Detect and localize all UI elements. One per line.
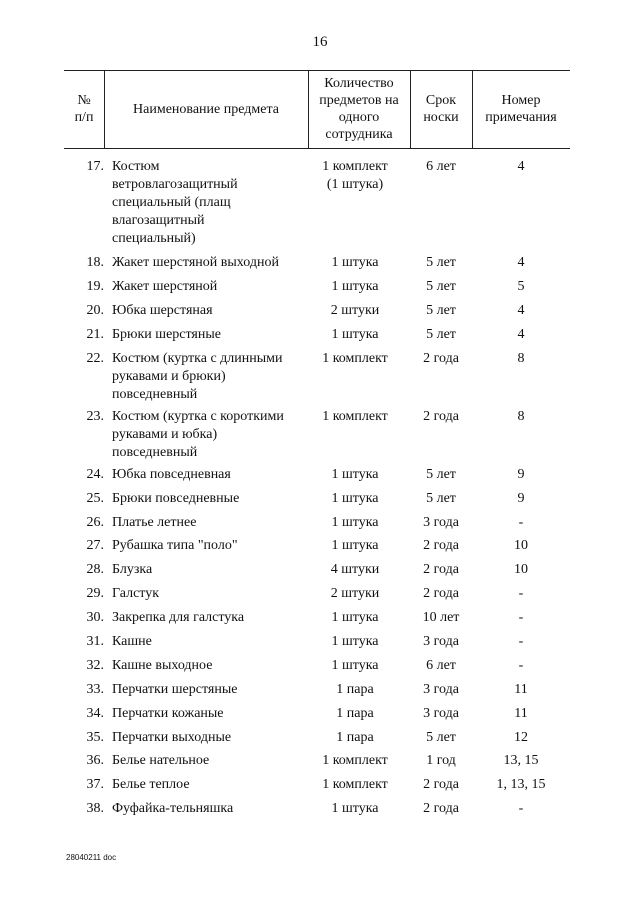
row-qty: 4 штуки bbox=[330, 562, 380, 577]
row-term: 5 лет bbox=[426, 491, 456, 506]
row-term: 2 года bbox=[423, 777, 459, 792]
header-qty: Количество предметов на одного сотрудника bbox=[319, 76, 399, 142]
row-name: Костюм (куртка с длинными рукавами и брюки) повседневный bbox=[112, 351, 283, 402]
row-note: 9 bbox=[517, 467, 525, 482]
row-num: 21. bbox=[86, 327, 104, 342]
row-qty: 1 штука bbox=[331, 515, 379, 530]
row-qty: 1 штука bbox=[331, 467, 379, 482]
row-num: 29. bbox=[86, 586, 104, 601]
row-num: 37. bbox=[86, 777, 104, 792]
row-note: - bbox=[518, 658, 524, 673]
row-qty: 1 штука bbox=[331, 801, 379, 816]
row-note: 11 bbox=[514, 706, 528, 721]
footer-filename: 28040211 doc bbox=[66, 853, 117, 862]
row-note: - bbox=[518, 801, 524, 816]
row-num: 20. bbox=[86, 303, 104, 318]
row-name: Блузка bbox=[112, 562, 153, 577]
row-note: 9 bbox=[517, 491, 525, 506]
row-note: 12 bbox=[514, 730, 528, 745]
row-qty: 1 комплект bbox=[322, 351, 388, 366]
header-name: Наименование предмета bbox=[133, 101, 279, 117]
row-qty: 1 штука bbox=[331, 634, 379, 649]
row-name: Жакет шерстяной bbox=[112, 279, 218, 294]
row-name: Белье теплое bbox=[112, 777, 190, 792]
row-qty: 1 штука bbox=[331, 491, 379, 506]
row-qty: 2 штуки bbox=[330, 586, 380, 601]
row-name: Закрепка для галстука bbox=[112, 610, 245, 625]
row-qty: 1 пара bbox=[336, 730, 374, 745]
row-note: 4 bbox=[517, 327, 525, 342]
row-term: 5 лет bbox=[426, 279, 456, 294]
row-term: 6 лет bbox=[426, 658, 456, 673]
row-note: 13, 15 bbox=[503, 753, 539, 768]
row-num: 30. bbox=[86, 610, 104, 625]
row-note: - bbox=[518, 634, 524, 649]
row-term: 5 лет bbox=[426, 467, 456, 482]
row-num: 33. bbox=[86, 682, 104, 697]
row-note: 4 bbox=[517, 255, 525, 270]
row-note: 4 bbox=[517, 303, 525, 318]
row-term: 2 года bbox=[423, 409, 459, 424]
row-term: 5 лет bbox=[426, 303, 456, 318]
row-num: 23. bbox=[86, 409, 104, 424]
row-name: Кашне выходное bbox=[112, 658, 213, 673]
row-qty: 1 пара bbox=[336, 706, 374, 721]
row-term: 2 года bbox=[423, 586, 459, 601]
page-number: 16 bbox=[312, 34, 328, 50]
row-num: 36. bbox=[86, 753, 104, 768]
row-num: 27. bbox=[86, 538, 104, 553]
row-name: Юбка повседневная bbox=[112, 467, 231, 482]
row-qty: 1 штука bbox=[331, 255, 379, 270]
row-name: Рубашка типа "поло" bbox=[112, 538, 238, 553]
row-name: Брюки повседневные bbox=[112, 491, 240, 506]
row-term: 3 года bbox=[423, 706, 459, 721]
row-term: 5 лет bbox=[426, 327, 456, 342]
row-num: 17. bbox=[86, 159, 104, 174]
row-term: 1 год bbox=[426, 753, 456, 768]
row-num: 22. bbox=[86, 351, 104, 366]
row-name: Перчатки выходные bbox=[112, 730, 232, 745]
row-qty: 1 комплект (1 штука) bbox=[322, 159, 388, 192]
row-name: Платье летнее bbox=[112, 515, 197, 530]
row-num: 25. bbox=[86, 491, 104, 506]
row-note: 10 bbox=[514, 562, 528, 577]
row-note: 1, 13, 15 bbox=[496, 777, 546, 792]
row-qty: 1 штука bbox=[331, 327, 379, 342]
row-name: Перчатки кожаные bbox=[112, 706, 224, 721]
row-note: 5 bbox=[517, 279, 525, 294]
row-num: 34. bbox=[86, 706, 104, 721]
header-num: № п/п bbox=[74, 93, 94, 125]
row-num: 35. bbox=[86, 730, 104, 745]
header-note: Номер примечания bbox=[485, 93, 557, 125]
row-name: Брюки шерстяные bbox=[112, 327, 221, 342]
row-term: 2 года bbox=[423, 351, 459, 366]
row-qty: 1 штука bbox=[331, 658, 379, 673]
row-term: 5 лет bbox=[426, 255, 456, 270]
row-name: Жакет шерстяной выходной bbox=[112, 255, 279, 270]
row-qty: 2 штуки bbox=[330, 303, 380, 318]
row-num: 32. bbox=[86, 658, 104, 673]
row-note: 11 bbox=[514, 682, 528, 697]
row-qty: 1 комплект bbox=[322, 753, 388, 768]
row-num: 28. bbox=[86, 562, 104, 577]
row-name: Кашне bbox=[112, 634, 152, 649]
row-name: Перчатки шерстяные bbox=[112, 682, 238, 697]
row-note: 8 bbox=[517, 409, 525, 424]
row-name: Белье нательное bbox=[112, 753, 210, 768]
row-term: 3 года bbox=[423, 682, 459, 697]
row-note: - bbox=[518, 515, 524, 530]
row-num: 31. bbox=[86, 634, 104, 649]
header-bottom-rule bbox=[64, 148, 570, 149]
row-note: 8 bbox=[517, 351, 525, 366]
row-term: 2 года bbox=[423, 562, 459, 577]
row-term: 10 лет bbox=[422, 610, 460, 625]
row-note: - bbox=[518, 610, 524, 625]
row-note: - bbox=[518, 586, 524, 601]
row-num: 18. bbox=[86, 255, 104, 270]
row-term: 5 лет bbox=[426, 730, 456, 745]
row-note: 10 bbox=[514, 538, 528, 553]
row-term: 6 лет bbox=[426, 159, 456, 174]
header-term: Срок носки bbox=[423, 93, 459, 125]
row-name: Костюм ветровлагозащитный специальный (плащ влагозащитный специальный) bbox=[112, 159, 238, 246]
row-qty: 1 пара bbox=[336, 682, 374, 697]
row-qty: 1 штука bbox=[331, 279, 379, 294]
row-num: 24. bbox=[86, 467, 104, 482]
row-num: 38. bbox=[86, 801, 104, 816]
row-term: 3 года bbox=[423, 515, 459, 530]
row-term: 3 года bbox=[423, 634, 459, 649]
row-term: 2 года bbox=[423, 801, 459, 816]
row-qty: 1 комплект bbox=[322, 409, 388, 424]
row-qty: 1 комплект bbox=[322, 777, 388, 792]
row-name: Юбка шерстяная bbox=[112, 303, 213, 318]
row-qty: 1 штука bbox=[331, 538, 379, 553]
row-name: Фуфайка-тельняшка bbox=[112, 801, 234, 816]
row-note: 4 bbox=[517, 159, 525, 174]
row-num: 26. bbox=[86, 515, 104, 530]
row-num: 19. bbox=[86, 279, 104, 294]
row-term: 2 года bbox=[423, 538, 459, 553]
row-qty: 1 штука bbox=[331, 610, 379, 625]
row-name: Костюм (куртка с короткими рукавами и юбка) повседневный bbox=[112, 409, 284, 460]
row-name: Галстук bbox=[112, 586, 160, 601]
